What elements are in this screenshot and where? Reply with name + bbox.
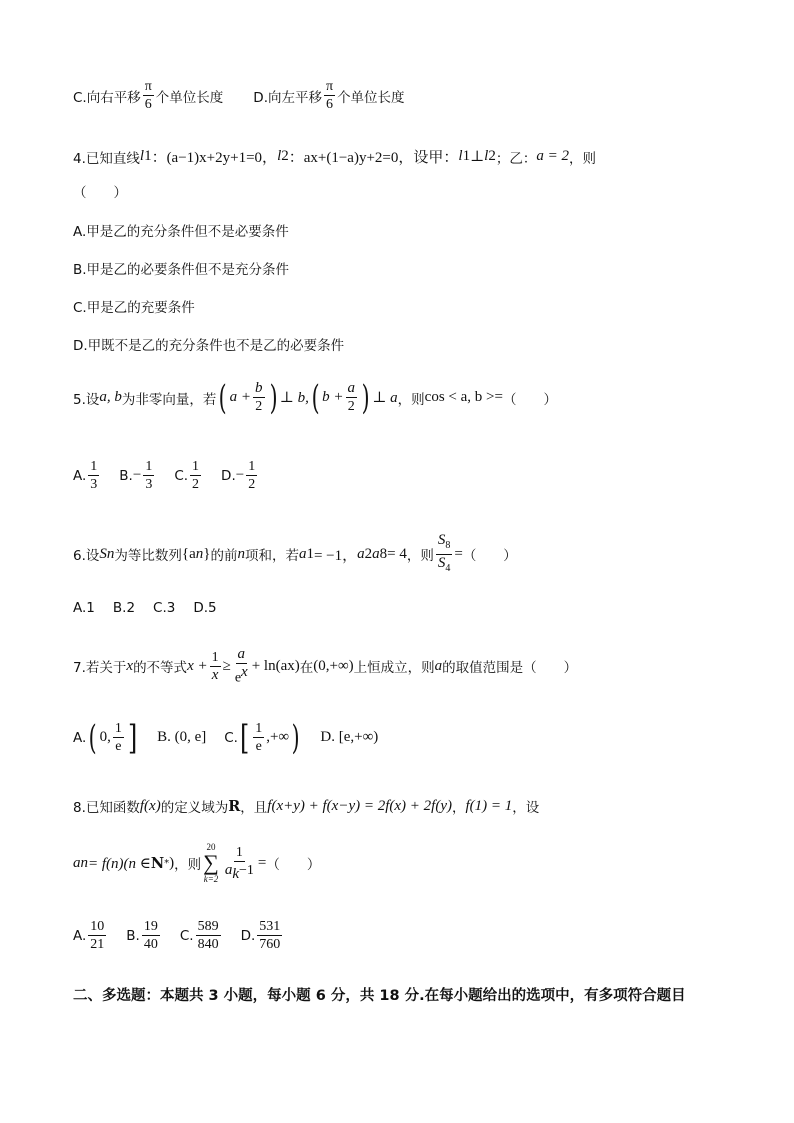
q7-option-c: C. [ $\frac{1}{e}$ ,+∞ ) [224,717,300,758]
sum-symbol: 20 ∑ k=2 [203,842,219,884]
q8-option-c: C. $\frac{589}{840}$ [179,919,219,952]
q4-stem: 4.已知直线 l 1 ：(a−1)x+2y+1=0， l 2 ：ax+(1−a)y+2=0，设甲： l 1 ⊥ l 2 ；乙： a = 2 ，则 [73,148,596,167]
q5-option-b: B. − $\frac{1}{3}$ [119,459,153,492]
q8-stem-line2: a n = f(n)(n ∈ N * ) ，则 20 ∑ k=2 $\frac{1}{a_k-1}$ = （ ） [73,842,321,884]
q8-stem-line1: 8.已知函数 f(x) 的定义域为 R ，且 f(x+y) + f(x−y) = 2f(x) + 2f(y) ， f(1) = 1 ，设 [73,797,540,816]
q4-option-a: A.甲是乙的充分条件但不是必要条件 [73,224,289,240]
q4-option-b: B.甲是乙的必要条件但不是充分条件 [73,262,290,278]
q6-stem: 6.设 S n 为等比数列 {a n } 的前 n 项和，若 a 1 = −1， a 2 a 8 = 4 ，则 $\frac{S_8}{S_4}$ = （ ） [73,532,517,574]
q4-option-c: C.甲是乙的充要条件 [73,300,195,316]
q6-option-c: C.3 [153,600,176,616]
q7-stem: 7.若关于 x 的不等式 x + $\frac{1}{x}$ ≥ $\frac{a}{e^x}$ + ln(ax) 在 (0,+∞) 上恒成立，则 a 的取值范围是 （ ） [73,646,578,686]
q4-answer-paren: （ ） [73,185,127,201]
q7-option-a: A. ( 0, $\frac{1}{e}$ ] [73,717,138,758]
q7-option-b: B. (0, e] [157,729,207,745]
q3-option-c: C.向右平移 $\frac{\pi}{6}$ 个单位长度 [73,79,224,112]
q5-option-d: D. − $\frac{1}{2}$ [221,459,256,492]
q3-options-cd [73,78,734,113]
q8-options [73,918,734,953]
q7-option-d: D. [e,+∞) [320,729,379,745]
q4-option-d: D.甲既不是乙的充分条件也不是乙的必要条件 [73,338,345,354]
q5-options [73,458,734,493]
q8-option-b: B. $\frac{19}{40}$ [126,919,158,952]
q6-options [73,600,734,616]
q7-options [73,717,734,758]
section2-heading: 二、多选题：本题共 3 小题，每小题 6 分，共 18 分.在每小题给出的选项中，有多项符合题目 [73,988,686,1004]
q8-option-d: D. $\frac{531}{760}$ [240,919,281,952]
q6-option-d: D.5 [193,600,217,616]
q5-option-c: C. $\frac{1}{2}$ [174,459,200,492]
q5-stem: 5.设 a, b 为非零向量，若 ( a + $\frac{b}{2}$ ) ⊥ b, ( b + $\frac{a}{2}$ ) ⊥ a ，则 cos < a, b >= （ ） [73,377,557,418]
q8-option-a: A. $\frac{10}{21}$ [73,919,105,952]
q5-vectors: a, b [99,389,122,405]
q6-option-a: A.1 [73,600,95,616]
q5-option-a: A. $\frac{1}{3}$ [73,459,98,492]
q6-option-b: B.2 [112,600,136,616]
q3-option-d: D.向左平移 $\frac{\pi}{6}$ 个单位长度 [253,79,405,112]
